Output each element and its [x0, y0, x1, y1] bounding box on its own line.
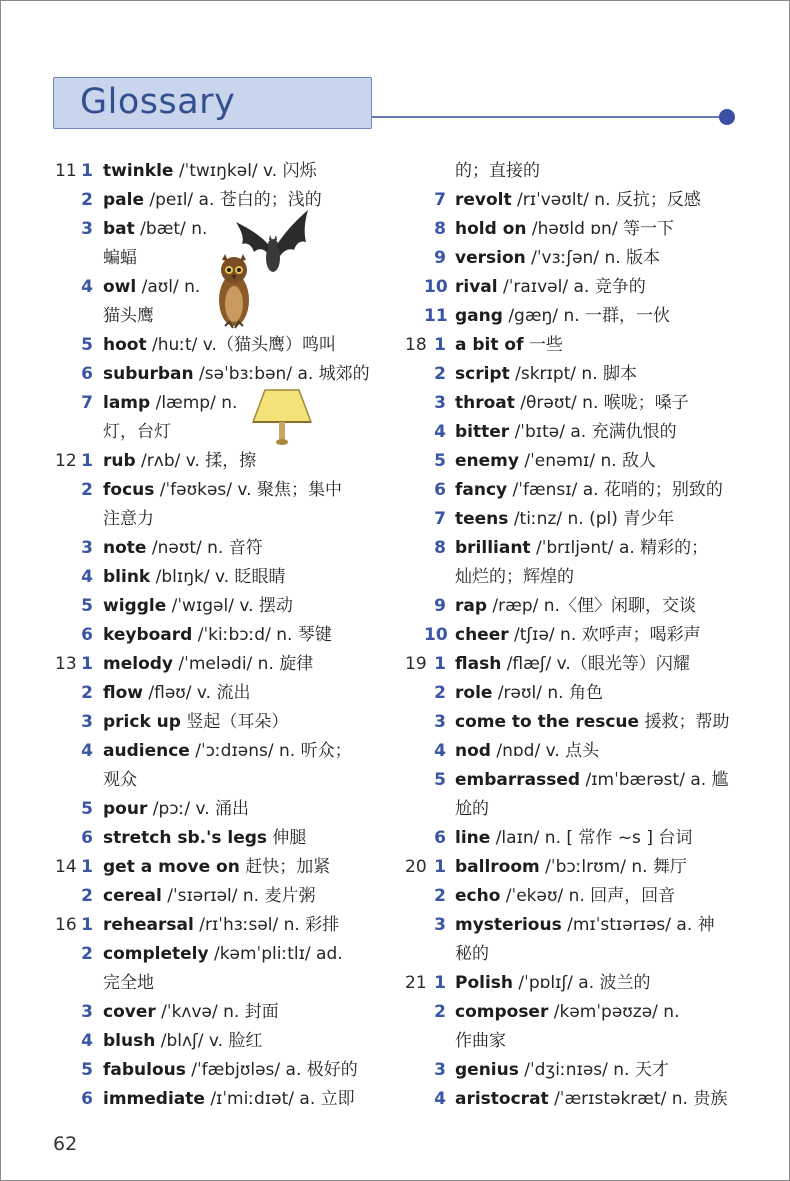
glossary-entry [405, 1085, 745, 1114]
entry-definition: /aʊl/ n. [136, 277, 201, 297]
entry-word: suburban [103, 364, 194, 384]
glossary-entry-continuation [405, 157, 745, 186]
entry-definition: /ˈærɪstəkræt/ n. 贵族 [548, 1089, 728, 1109]
entry-definition: /tʃɪə/ n. 欢呼声；喝彩声 [508, 625, 701, 645]
entry-number: 1 [434, 335, 446, 355]
entry-number: 5 [434, 451, 446, 471]
entry-word: rival [455, 277, 498, 297]
entry-number: 5 [81, 799, 93, 819]
entry-definition: /rəʊl/ n. 角色 [492, 683, 603, 703]
entry-definition: /ˈkʌvə/ n. 封面 [155, 1002, 279, 1022]
entry-word: focus [103, 480, 155, 500]
entry-word: bitter [455, 422, 510, 442]
entry-word: echo [455, 886, 501, 906]
entry-number: 5 [81, 335, 93, 355]
entry-number: 6 [81, 364, 93, 384]
entry-definition: /ˈvɜːʃən/ n. 版本 [525, 248, 661, 268]
glossary-entry [405, 505, 745, 534]
glossary-entry [55, 795, 395, 824]
entry-number: 4 [81, 277, 93, 297]
glossary-entry [405, 389, 745, 418]
header-dot-icon [719, 109, 735, 125]
entry-word: blush [103, 1031, 156, 1051]
entry-word: throat [455, 393, 515, 413]
entry-word: lamp [103, 393, 151, 413]
entry-word: Polish [455, 973, 514, 993]
glossary-entry [405, 476, 745, 505]
entry-number: 6 [81, 625, 93, 645]
header-rule [372, 116, 724, 118]
entry-word: rap [455, 596, 488, 616]
glossary-entry [405, 708, 745, 737]
glossary-entry [405, 360, 745, 389]
entry-definition: /ˈsɪərɪəl/ n. 麦片粥 [161, 886, 316, 906]
entry-definition: /skrɪpt/ n. 脚本 [509, 364, 638, 384]
entry-word: version [455, 248, 526, 268]
entry-number: 3 [81, 538, 93, 558]
entry-number: 2 [434, 364, 446, 384]
entry-number: 1 [81, 915, 93, 935]
glossary-entry [405, 824, 745, 853]
entry-definition: /kəmˈpliːtlɪ/ ad. [208, 944, 343, 964]
entry-number: 2 [81, 683, 93, 703]
section-number: 12 [55, 451, 77, 471]
glossary-entry [55, 911, 395, 940]
entry-number: 4 [81, 741, 93, 761]
glossary-entry [55, 824, 395, 853]
glossary-entry [55, 273, 395, 331]
entry-definition: 竖起（耳朵） [180, 712, 289, 732]
entry-continuation: 注意力 [103, 509, 154, 529]
section-number: 19 [405, 654, 427, 674]
glossary-entry [405, 186, 745, 215]
glossary-entry [405, 853, 745, 882]
entry-number: 10 [424, 625, 448, 645]
entry-definition: /pɔː/ v. 涌出 [147, 799, 250, 819]
glossary-entry [55, 708, 395, 737]
entry-number: 2 [434, 683, 446, 703]
entry-word: immediate [103, 1089, 205, 1109]
glossary-entry [405, 969, 745, 998]
glossary-entry [55, 940, 395, 998]
glossary-right-column [405, 157, 745, 1114]
entry-word: flow [103, 683, 143, 703]
glossary-entry [405, 911, 745, 969]
entry-continuation: 尬的 [455, 799, 489, 819]
entry-word: melody [103, 654, 174, 674]
entry-number: 9 [434, 248, 446, 268]
glossary-entry [55, 650, 395, 679]
entry-definition: /nəʊt/ n. 音符 [146, 538, 263, 558]
entry-number: 1 [434, 973, 446, 993]
entry-definition: /huːt/ v.（猫头鹰）鸣叫 [146, 335, 336, 355]
entry-continuation: 猫头鹰 [103, 306, 154, 326]
entry-continuation: 完全地 [103, 973, 154, 993]
entry-definition: /gæŋ/ n. 一群，一伙 [502, 306, 671, 326]
glossary-entry [55, 360, 395, 389]
entry-definition: /rɪˈhɜːsəl/ n. 彩排 [193, 915, 340, 935]
entry-word: stretch sb.'s legs [103, 828, 268, 848]
page-number: 62 [53, 1133, 78, 1155]
entry-word: hoot [103, 335, 147, 355]
entry-number: 9 [434, 596, 446, 616]
entry-number: 6 [81, 828, 93, 848]
entry-definition: /səˈbɜːbən/ a. 城郊的 [193, 364, 370, 384]
glossary-entry [405, 882, 745, 911]
entry-definition: /ˈmelədi/ n. 旋律 [173, 654, 314, 674]
entry-definition: /θrəʊt/ n. 喉咙；嗓子 [514, 393, 689, 413]
entry-definition: /nɒd/ v. 点头 [490, 741, 600, 761]
section-number: 14 [55, 857, 77, 877]
entry-definition: /ˈdʒiːnɪəs/ n. 天才 [518, 1060, 669, 1080]
entry-continuation: 观众 [103, 770, 137, 790]
entry-word: fancy [455, 480, 508, 500]
entry-number: 1 [81, 451, 93, 471]
glossary-entry [55, 1027, 395, 1056]
entry-word: revolt [455, 190, 512, 210]
entry-definition: /ˈtwɪŋkəl/ v. 闪烁 [173, 161, 317, 181]
entry-definition: /ˈfəʊkəs/ v. 聚焦；集中 [154, 480, 342, 500]
entry-word: nod [455, 741, 491, 761]
entry-definition: /laɪn/ n. [ 常作 ~s ] 台词 [490, 828, 693, 848]
glossary-entry [405, 621, 745, 650]
glossary-entry [55, 679, 395, 708]
entry-word: teens [455, 509, 509, 529]
entry-number: 5 [81, 1060, 93, 1080]
entry-number: 2 [81, 190, 93, 210]
entry-word: completely [103, 944, 209, 964]
entry-number: 5 [81, 596, 93, 616]
entry-number: 1 [81, 654, 93, 674]
entry-definition: /ˈbɔːlrʊm/ n. 舞厅 [539, 857, 687, 877]
entry-continuation: 灯，台灯 [103, 422, 171, 442]
entry-definition: /ˈraɪvəl/ a. 竞争的 [497, 277, 646, 297]
entry-definition: /ræp/ n.〈俚〉闲聊，交谈 [487, 596, 696, 616]
entry-word: pale [103, 190, 144, 210]
entry-word: hold on [455, 219, 527, 239]
glossary-entry [55, 331, 395, 360]
entry-word: note [103, 538, 147, 558]
entry-number: 4 [434, 1089, 446, 1109]
entry-definition: /bæt/ n. [134, 219, 208, 239]
glossary-entry [55, 998, 395, 1027]
entry-number: 7 [81, 393, 93, 413]
entry-definition: /ˈenəmɪ/ n. 敌人 [518, 451, 657, 471]
glossary-entry [405, 447, 745, 476]
entry-definition: /læmp/ n. [150, 393, 238, 413]
entry-word: rub [103, 451, 136, 471]
entry-definition: /ˈfænsɪ/ a. 花哨的；别致的 [507, 480, 723, 500]
entry-number: 7 [434, 509, 446, 529]
page-title: Glossary [80, 82, 236, 122]
entry-number: 1 [434, 654, 446, 674]
section-number: 11 [55, 161, 77, 181]
entry-definition: /kəmˈpəʊzə/ n. [548, 1002, 680, 1022]
glossary-entry [405, 679, 745, 708]
entry-definition: /ˈɔːdɪəns/ n. 听众； [189, 741, 352, 761]
entry-number: 3 [434, 393, 446, 413]
section-number: 18 [405, 335, 427, 355]
glossary-entry [405, 766, 745, 824]
entry-number: 1 [434, 857, 446, 877]
entry-word: owl [103, 277, 137, 297]
entry-word: keyboard [103, 625, 193, 645]
section-number: 21 [405, 973, 427, 993]
glossary-entry [55, 853, 395, 882]
glossary-entry [55, 1085, 395, 1114]
entry-number: 11 [424, 306, 448, 326]
entry-number: 3 [434, 712, 446, 732]
entry-word: cereal [103, 886, 162, 906]
entry-definition: /rɪˈvəʊlt/ n. 反抗；反感 [511, 190, 701, 210]
entry-definition: /ˈkiːbɔːd/ n. 琴键 [192, 625, 332, 645]
glossary-entry [405, 273, 745, 302]
entry-number: 4 [434, 741, 446, 761]
entry-number: 3 [81, 712, 93, 732]
entry-word: twinkle [103, 161, 174, 181]
glossary-entry [405, 331, 745, 360]
entry-word: brilliant [455, 538, 531, 558]
entry-number: 3 [81, 1002, 93, 1022]
entry-number: 2 [81, 944, 93, 964]
glossary-entry [405, 650, 745, 679]
entry-word: enemy [455, 451, 519, 471]
entry-number: 2 [434, 886, 446, 906]
entry-number: 1 [81, 857, 93, 877]
entry-definition: /rʌb/ v. 揉，擦 [135, 451, 257, 471]
entry-word: composer [455, 1002, 549, 1022]
glossary-entry [405, 737, 745, 766]
entry-number: 6 [434, 828, 446, 848]
entry-definition: /ɪˈmiːdɪət/ a. 立即 [204, 1089, 355, 1109]
entry-number: 4 [81, 1031, 93, 1051]
glossary-entry [55, 447, 395, 476]
entry-word: gang [455, 306, 503, 326]
section-number: 13 [55, 654, 77, 674]
entry-number: 2 [81, 480, 93, 500]
glossary-entry [55, 621, 395, 650]
section-number: 16 [55, 915, 77, 935]
entry-number: 8 [434, 538, 446, 558]
entry-word: come to the rescue [455, 712, 640, 732]
entry-definition: /ˈfæbjʊləs/ a. 极好的 [185, 1060, 358, 1080]
entry-number: 2 [81, 886, 93, 906]
entry-number: 3 [434, 1060, 446, 1080]
entry-word: rehearsal [103, 915, 194, 935]
entry-word: audience [103, 741, 190, 761]
entry-definition: /mɪˈstɪərɪəs/ a. 神 [561, 915, 715, 935]
entry-word: wiggle [103, 596, 167, 616]
entry-continuation: 的；直接的 [455, 161, 540, 181]
entry-definition: /ɪmˈbærəst/ a. 尴 [580, 770, 729, 790]
glossary-entry [55, 563, 395, 592]
glossary-header-box [53, 77, 372, 129]
glossary-entry [405, 592, 745, 621]
entry-definition: /ˈpɒlɪʃ/ a. 波兰的 [513, 973, 651, 993]
entry-continuation: 蝙蝠 [103, 248, 137, 268]
entry-definition: /flæʃ/ v.（眼光等）闪耀 [501, 654, 690, 674]
entry-word: fabulous [103, 1060, 186, 1080]
glossary-entry [55, 737, 395, 795]
entry-word: genius [455, 1060, 519, 1080]
entry-continuation: 灿烂的；辉煌的 [455, 567, 574, 587]
glossary-entry [55, 592, 395, 621]
entry-continuation: 秘的 [455, 944, 489, 964]
entry-definition: /ˈbɪtə/ a. 充满仇恨的 [509, 422, 677, 442]
entry-definition: /ˈwɪgəl/ v. 摆动 [166, 596, 293, 616]
entry-word: cover [103, 1002, 156, 1022]
glossary-entry [55, 215, 395, 273]
entry-number: 4 [81, 567, 93, 587]
glossary-left-column [55, 157, 395, 1114]
entry-number: 5 [434, 770, 446, 790]
entry-continuation: 作曲家 [455, 1031, 506, 1051]
glossary-entry [405, 215, 745, 244]
entry-number: 8 [434, 219, 446, 239]
glossary-entry [55, 186, 395, 215]
glossary-entry [55, 1056, 395, 1085]
glossary-entry [405, 418, 745, 447]
entry-word: cheer [455, 625, 509, 645]
entry-word: get a move on [103, 857, 240, 877]
entry-number: 3 [81, 219, 93, 239]
entry-number: 10 [424, 277, 448, 297]
entry-definition: 赶快；加紧 [239, 857, 331, 877]
entry-word: a bit of [455, 335, 524, 355]
entry-definition: /tiːnz/ n. (pl) 青少年 [508, 509, 675, 529]
entry-word: script [455, 364, 510, 384]
entry-number: 6 [434, 480, 446, 500]
entry-definition: /fləʊ/ v. 流出 [143, 683, 251, 703]
glossary-entry [405, 244, 745, 273]
entry-number: 2 [434, 1002, 446, 1022]
entry-definition: 援救；帮助 [639, 712, 730, 732]
section-number: 20 [405, 857, 427, 877]
glossary-entry [55, 389, 395, 447]
glossary-entry [405, 302, 745, 331]
glossary-entry [55, 476, 395, 534]
entry-word: ballroom [455, 857, 540, 877]
entry-number: 3 [434, 915, 446, 935]
entry-word: mysterious [455, 915, 562, 935]
entry-word: aristocrat [455, 1089, 549, 1109]
glossary-entry [405, 534, 745, 592]
entry-definition: /blʌʃ/ v. 脸红 [155, 1031, 263, 1051]
glossary-entry [55, 882, 395, 911]
entry-definition: /ˈekəʊ/ n. 回声，回音 [500, 886, 676, 906]
entry-number: 4 [434, 422, 446, 442]
entry-word: blink [103, 567, 151, 587]
entry-word: pour [103, 799, 148, 819]
glossary-entry [55, 157, 395, 186]
entry-word: role [455, 683, 493, 703]
entry-definition: 一些 [523, 335, 563, 355]
entry-definition: /peɪl/ a. 苍白的；浅的 [144, 190, 322, 210]
entry-number: 6 [81, 1089, 93, 1109]
entry-number: 7 [434, 190, 446, 210]
glossary-entry [55, 534, 395, 563]
entry-word: embarrassed [455, 770, 581, 790]
entry-word: flash [455, 654, 502, 674]
entry-number: 1 [81, 161, 93, 181]
entry-definition: /həʊld ɒn/ 等一下 [526, 219, 674, 239]
entry-word: prick up [103, 712, 181, 732]
glossary-entry [405, 1056, 745, 1085]
glossary-entry [405, 998, 745, 1056]
entry-definition: /ˈbrɪljənt/ a. 精彩的； [530, 538, 709, 558]
entry-word: bat [103, 219, 135, 239]
entry-definition: /blɪŋk/ v. 眨眼睛 [150, 567, 286, 587]
entry-definition: 伸腿 [267, 828, 307, 848]
entry-word: line [455, 828, 491, 848]
